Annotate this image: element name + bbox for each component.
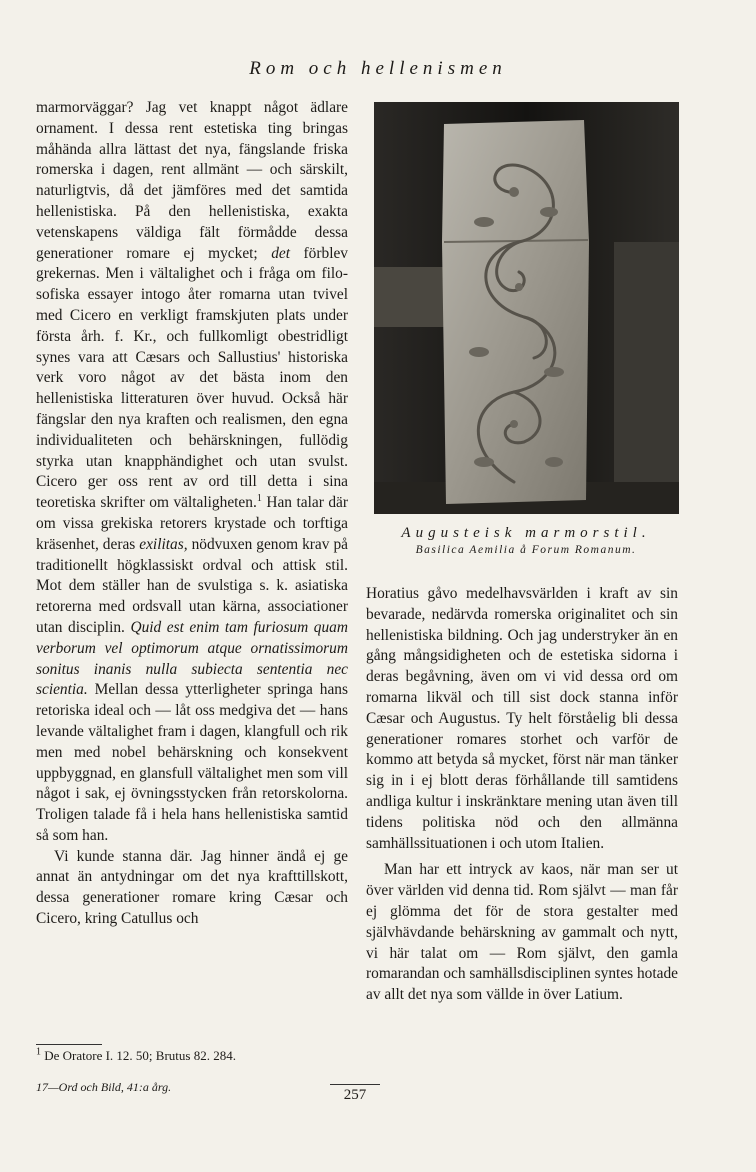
- footnote: [36, 1048, 236, 1064]
- caption-subtitle: Basilica Aemilia å Forum Romanum.: [415, 544, 637, 556]
- emphasis-det: det: [271, 244, 291, 262]
- left-text-d: nödvuxen genom krav på traditionellt högklassiskt ordval och attisk stil. Mot dem ställer han de svulstiga s. k. asiatiska retorerna med ordsvall utan kärna, associationer utan disciplin.: [36, 535, 348, 636]
- latin-quote: Quid est enim tam furiosum quam verborum vel optimorum atque ornatissimorum sonitus inanis nulla subiecta sententia nec scientia.: [36, 618, 348, 699]
- footnote-rule: [36, 1044, 102, 1045]
- left-paragraph-2: Vi kunde stanna där. Jag hinner ändå ej ge annat än antydningar om det nya krafttillskott, dessa generationer romare kring Cæsar och Cicero, kring Catullus och: [36, 847, 348, 928]
- emphasis-exilitas: exilitas,: [139, 535, 188, 553]
- left-text-a-tail: förblev grekernas.: [36, 244, 348, 283]
- right-paragraph-1: Horatius gåvo medelhavsvärlden i kraft av sin bevarade, nedärvda romerska originalitet och sin hellenistiska bildning. Och jag understryker än en gång mångsidigheten och de estetiska sidorna i deras begåvning, även om vi vid dessa ord om romarna likväl och till sist dock stanna inför Cæsar och Augustus. Ty helt förståelig bli dessa generationer romares storhet och varför de kommo att betyda så mycket, först när man tänker sig in i ej blott deras förhållande till samtidens andliga kultur i inskränktare mening utan även till tidens politiska nöd och den allmänna samhällssituationen i och utom Italien.: [366, 585, 678, 852]
- page-number: 257: [330, 1084, 380, 1104]
- caption-title: Augusteisk marmorstil.: [401, 525, 651, 541]
- footnote-marker[interactable]: 1: [256, 493, 262, 505]
- left-paragraph-1: [36, 98, 348, 847]
- left-text-e: Mellan dessa ytterligheter springa hans retoriska ideal och — låt oss medgiva det — hans levande vältalighet fram i dagen, klangfull och rik men med nobel behärskning och konsekvent uppbyggnad, en glansfull vältalighet men som vill något i sak, ej övningsstycken från retorskolorna. Troligen talade få i hela hans hellenistiska samtid så som han.: [36, 681, 348, 844]
- footnote-text: De Oratore I. 12. 50; Brutus 82. 284.: [44, 1048, 236, 1063]
- left-text-a: marmorväggar? Jag vet knappt något ädlare ornament. I dessa rent estetiska ting bringas måhända allra lättast det nya, fängslande friska romerska i dagen, rent allmänt — och särskilt, naturligtvis, då det jämföres med det samtida hellenistiska. På den hellenistiska, exakta vetenskapens väldiga fält förmådde dessa generationer romare ej mycket;: [36, 99, 348, 262]
- left-column: [36, 98, 348, 930]
- marble-relief-photo: [374, 102, 679, 514]
- running-header: Rom och hellenismen: [249, 58, 507, 79]
- left-text-b: Men i vältalighet och i fråga om filo-sofiska essayer intogo åter romarna utan tvivel med Cicero en verkligt framskjuten plats under första årh. f. Kr., och fullkomligt obestridligt synes vara att Cæsars och Sallustius' historiska verk voro något av det bästa inom den hellenistiska litteraturen över huvud. Också här fängslar den nya kraften och realismen, den egna individualiteten och behärskningen, fullödig styrka utan knapphändighet och utan svulst. Cicero ger oss rent av ord till detta i sina teoretiska skrifter om vältaligheten.: [36, 265, 348, 512]
- left-text-c: Han talar där om vissa grekiska retorers krystade och torftiga kräsenhet, deras: [36, 494, 348, 553]
- right-column: [366, 584, 678, 1006]
- printer-signature: 17—Ord och Bild, 41:a årg.: [36, 1080, 172, 1094]
- photo-caption: [366, 525, 686, 556]
- relief-illustration: [374, 102, 679, 514]
- footnote-number: 1: [36, 1046, 41, 1058]
- right-paragraph-2: Man har ett intryck av kaos, när man ser ut över världen vid denna tid. Rom självt — man får ej glömma det för de stora gestalter med självhävdande behärskning av gammalt och nytt, vi här talat om — Rom självt, den gamla romarandan och samhällsdisciplinen syntes hotade av allt det nya som vällde in över Latium.: [366, 861, 679, 1004]
